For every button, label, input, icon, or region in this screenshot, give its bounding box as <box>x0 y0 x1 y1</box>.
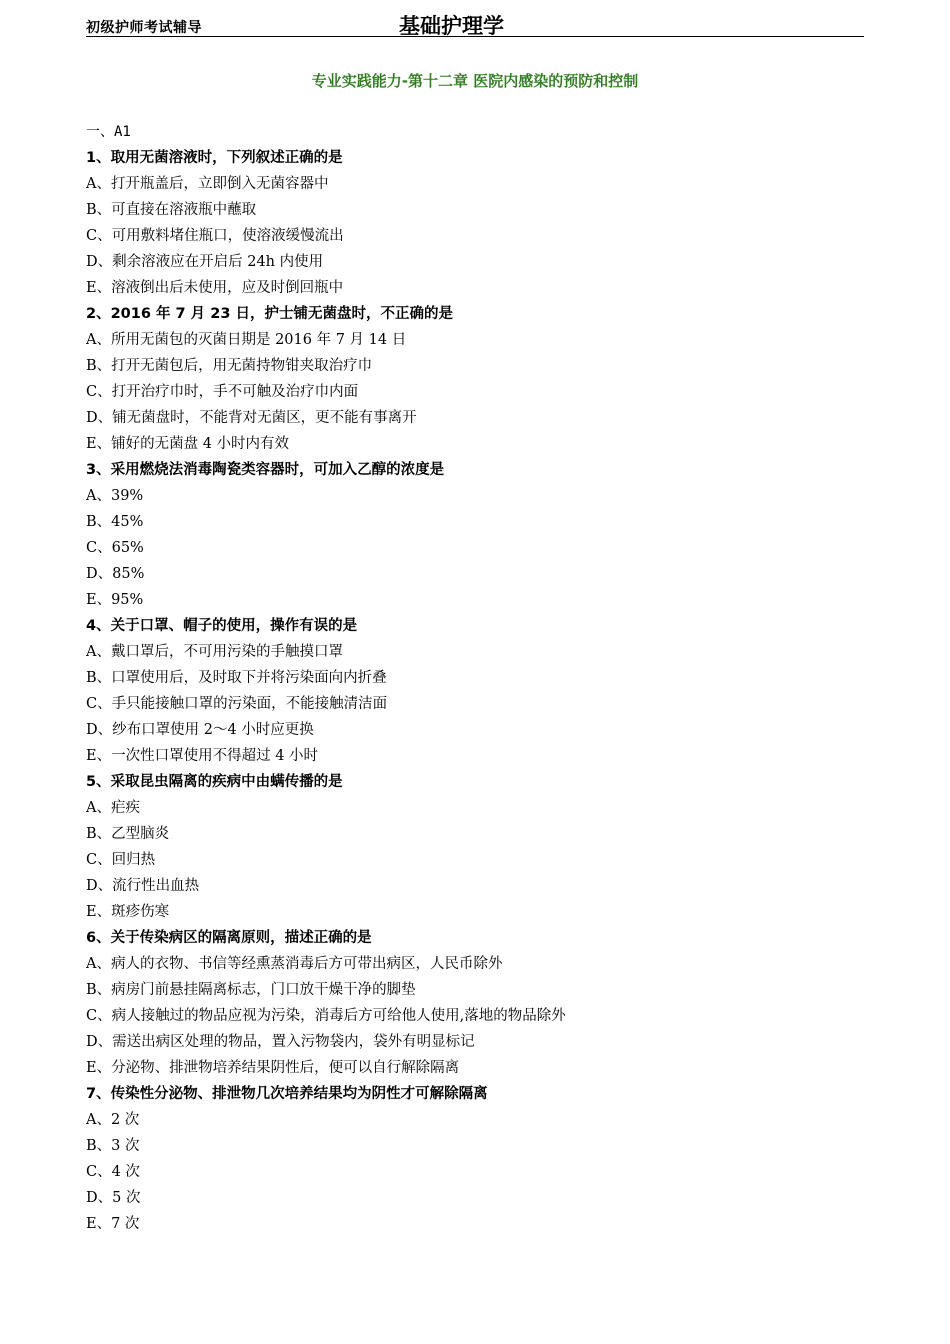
answer-option: B、打开无菌包后，用无菌持物钳夹取治疗巾 <box>86 358 373 374</box>
question-stem: 3、采用燃烧法消毒陶瓷类容器时，可加入乙醇的浓度是 <box>86 462 445 478</box>
answer-option: E、溶液倒出后未使用，应及时倒回瓶中 <box>86 280 344 296</box>
answer-option: D、剩余溶液应在开启后 24h 内使用 <box>86 254 324 270</box>
question-stem: 5、采取昆虫隔离的疾病中由螨传播的是 <box>86 774 343 790</box>
answer-option: A、疟疾 <box>86 800 140 816</box>
header-course-name: 初级护师考试辅导 <box>86 20 202 36</box>
answer-option: C、可用敷料堵住瓶口，使溶液缓慢流出 <box>86 228 344 244</box>
answer-option: B、口罩使用后，及时取下并将污染面向内折叠 <box>86 670 387 686</box>
question-stem: 2、2016 年 7 月 23 日，护士铺无菌盘时，不正确的是 <box>86 306 453 322</box>
question-stem: 4、关于口罩、帽子的使用，操作有误的是 <box>86 618 358 634</box>
answer-option: B、乙型脑炎 <box>86 826 170 842</box>
answer-option: E、7 次 <box>86 1216 140 1232</box>
answer-option: B、3 次 <box>86 1138 140 1154</box>
answer-option: A、2 次 <box>86 1112 140 1128</box>
answer-option: D、纱布口罩使用 2～4 小时应更换 <box>86 722 314 738</box>
header-subject-title: 基础护理学 <box>399 14 504 38</box>
answer-option: C、回归热 <box>86 852 156 868</box>
answer-option: D、铺无菌盘时，不能背对无菌区，更不能有事离开 <box>86 410 417 426</box>
question-stem: 1、取用无菌溶液时，下列叙述正确的是 <box>86 150 343 166</box>
question-stem: 7、传染性分泌物、排泄物几次培养结果均为阴性才可解除隔离 <box>86 1086 488 1102</box>
answer-option: A、39% <box>86 488 144 504</box>
answer-option: E、斑疹伤寒 <box>86 904 170 920</box>
answer-option: E、95% <box>86 592 144 608</box>
question-list <box>86 119 886 1237</box>
answer-option: D、需送出病区处理的物品，置入污物袋内，袋外有明显标记 <box>86 1034 475 1050</box>
section-label: 一、A1 <box>86 124 131 140</box>
answer-option: C、打开治疗巾时，手不可触及治疗巾内面 <box>86 384 359 400</box>
answer-option: E、铺好的无菌盘 4 小时内有效 <box>86 436 290 452</box>
answer-option: C、65% <box>86 540 144 556</box>
answer-option: D、85% <box>86 566 145 582</box>
answer-option: D、5 次 <box>86 1190 141 1206</box>
answer-option: C、病人接触过的物品应视为污染，消毒后方可给他人使用,落地的物品除外 <box>86 1008 566 1024</box>
question-stem: 6、关于传染病区的隔离原则，描述正确的是 <box>86 930 372 946</box>
answer-option: A、戴口罩后，不可用污染的手触摸口罩 <box>86 644 343 660</box>
answer-option: C、手只能接触口罩的污染面，不能接触清洁面 <box>86 696 388 712</box>
answer-option: C、4 次 <box>86 1164 140 1180</box>
answer-option: B、45% <box>86 514 144 530</box>
page-header <box>86 8 864 37</box>
answer-option: B、病房门前悬挂隔离标志，门口放干燥干净的脚垫 <box>86 982 416 998</box>
answer-option: A、病人的衣物、书信等经熏蒸消毒后方可带出病区，人民币除外 <box>86 956 503 972</box>
answer-option: A、打开瓶盖后，立即倒入无菌容器中 <box>86 176 329 192</box>
answer-option: A、所用无菌包的灭菌日期是 2016 年 7 月 14 日 <box>86 332 407 348</box>
chapter-title: 专业实践能力-第十二章 医院内感染的预防和控制 <box>311 72 639 90</box>
answer-option: E、分泌物、排泄物培养结果阴性后，便可以自行解除隔离 <box>86 1060 460 1076</box>
answer-option: E、一次性口罩使用不得超过 4 小时 <box>86 748 319 764</box>
answer-option: B、可直接在溶液瓶中蘸取 <box>86 202 257 218</box>
answer-option: D、流行性出血热 <box>86 878 200 894</box>
